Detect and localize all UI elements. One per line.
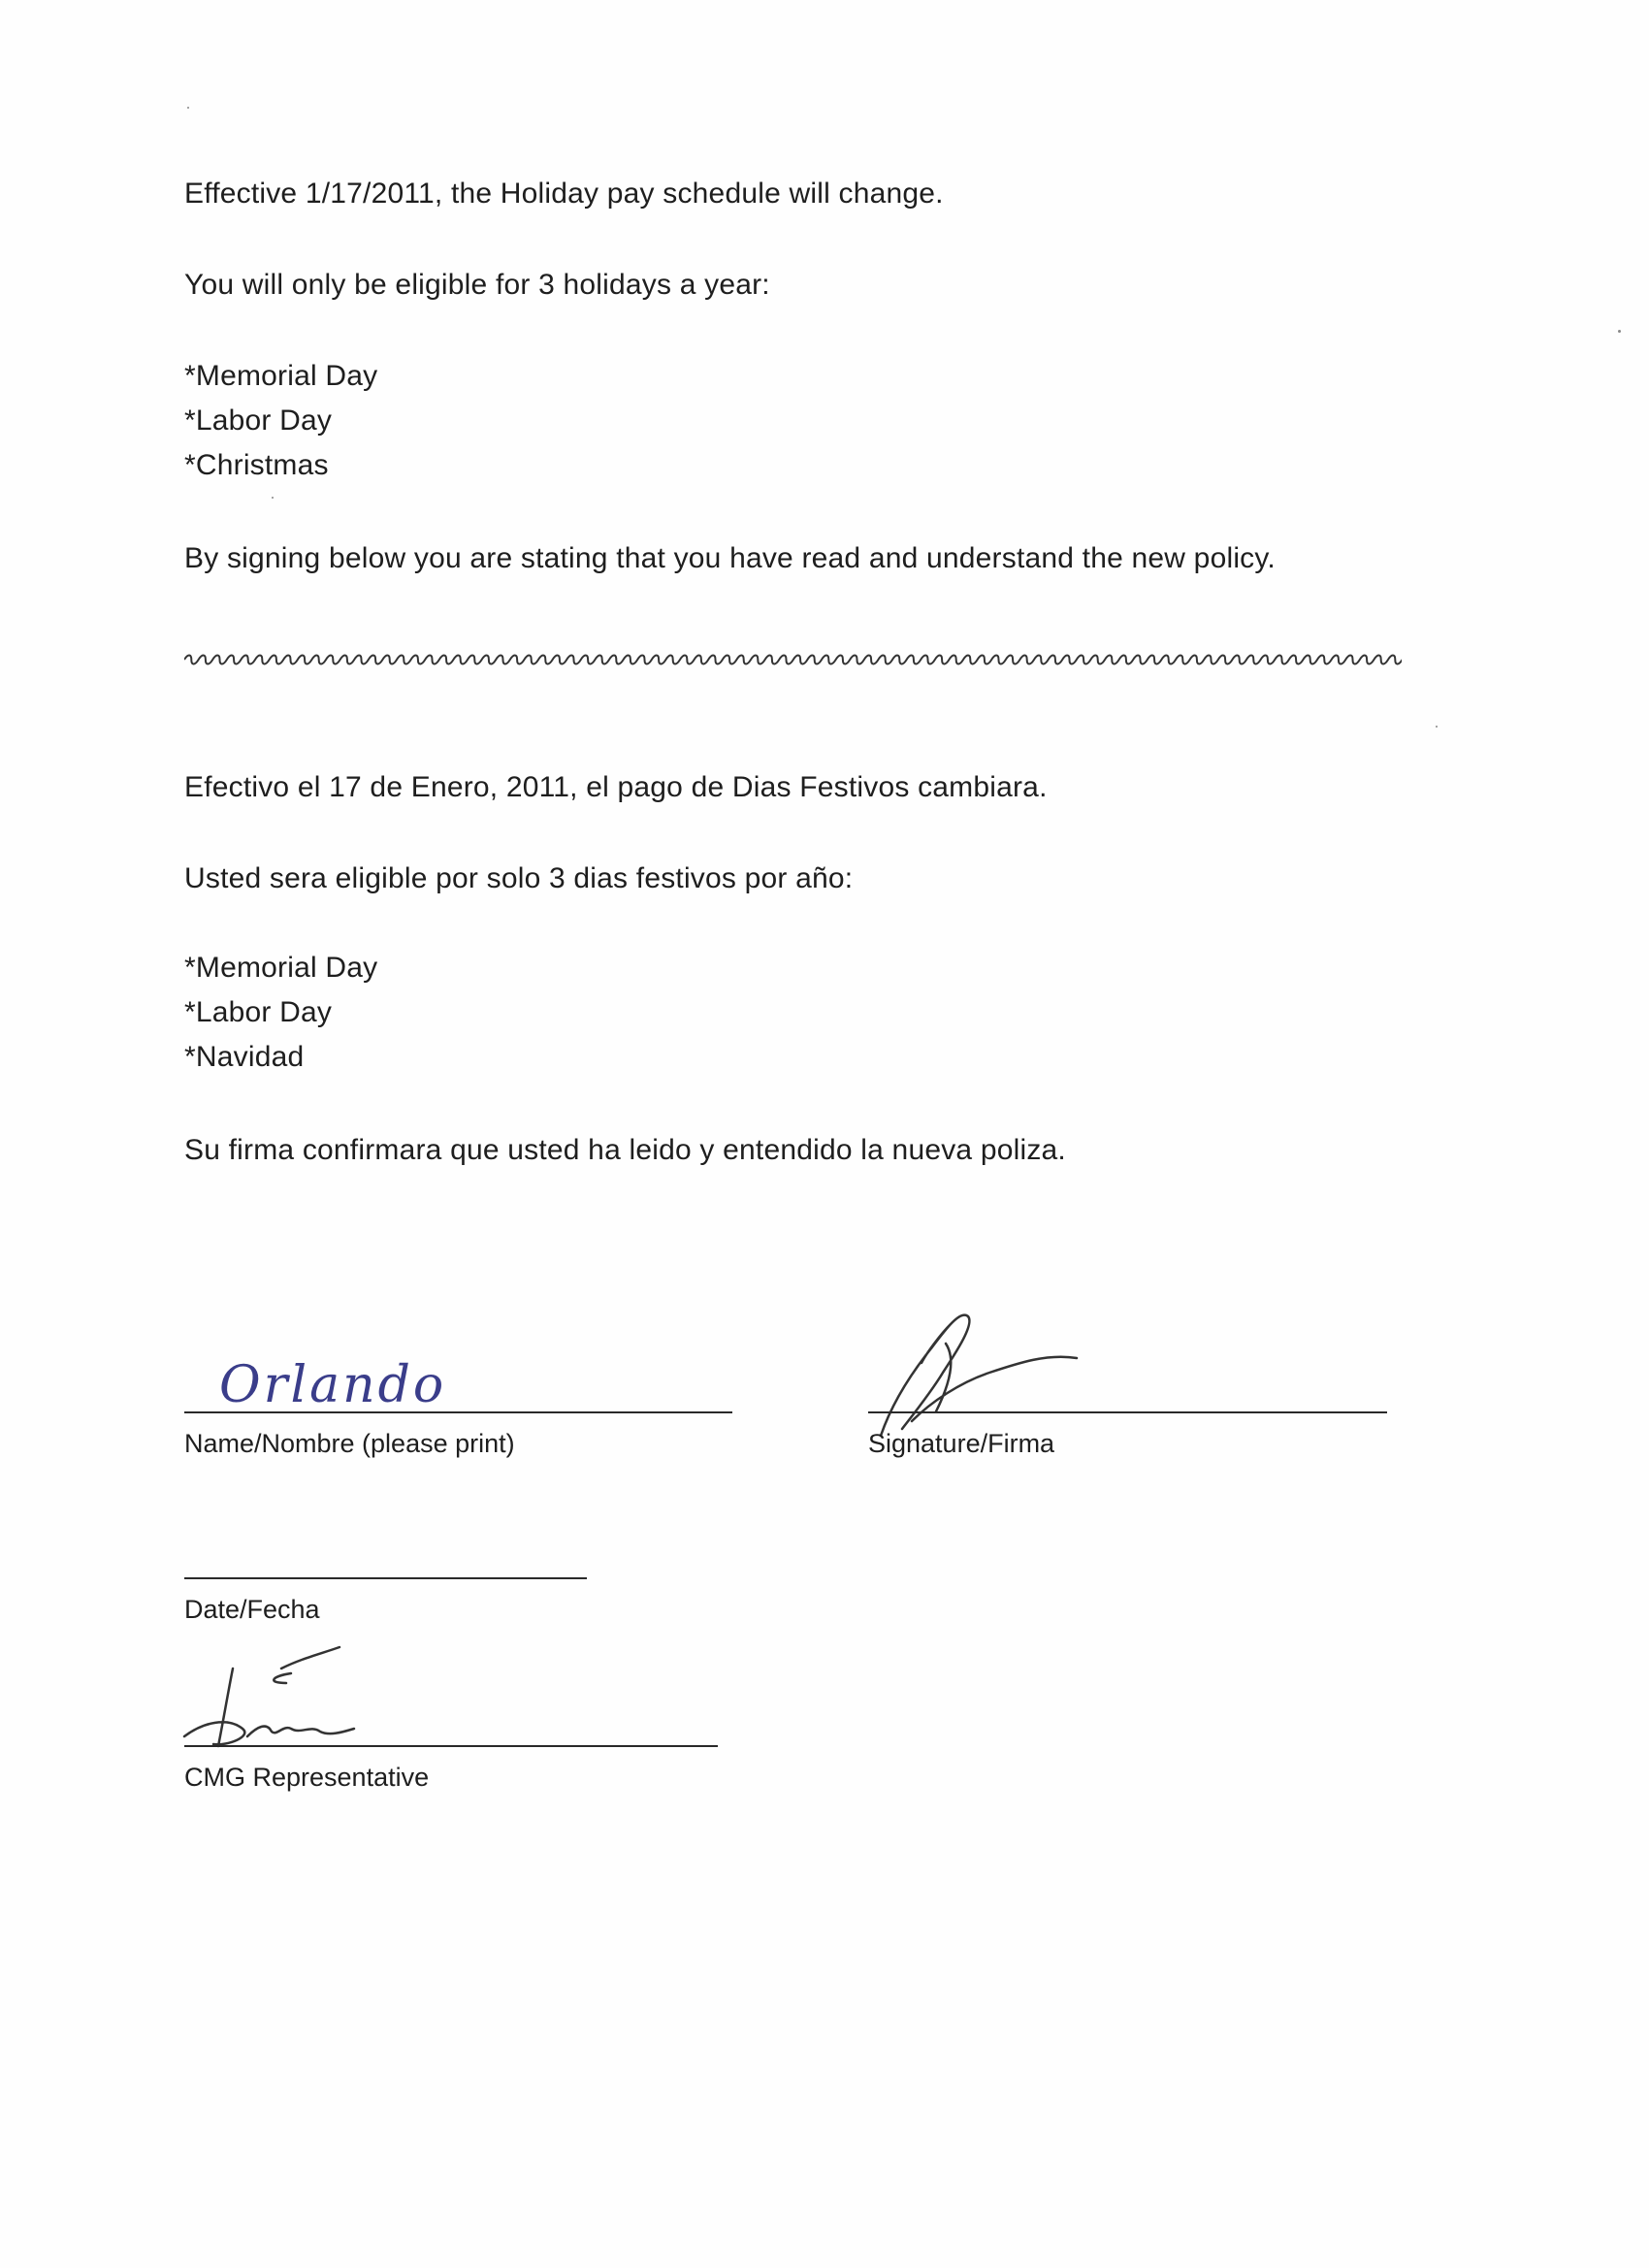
signature-label: Signature/Firma [868,1429,1055,1458]
representative-line [184,1745,718,1747]
date-line [184,1577,587,1579]
scan-speck [1436,726,1438,728]
spanish-effective-notice: Efectivo el 17 de Enero, 2011, el pago de Dias Festivos cambiara. [184,771,1048,803]
english-acknowledgement: By signing below you are stating that you have read and understand the new policy. [184,542,1276,574]
handwritten-name [213,1344,446,1421]
scan-speck [187,107,189,109]
name-signature-line [184,1411,732,1413]
spanish-holiday-2: *Labor Day [184,996,333,1028]
name-label: Name/Nombre (please print) [184,1429,515,1458]
tilde-divider [184,648,1402,671]
signature-line [868,1411,1387,1413]
english-holiday-3: *Christmas [184,449,329,481]
english-holiday-1: *Memorial Day [184,360,378,392]
english-effective-notice: Effective 1/17/2011, the Holiday pay schedule will change. [184,178,944,210]
spanish-holiday-3: *Navidad [184,1041,305,1073]
english-holiday-2: *Labor Day [184,405,333,437]
scan-speck [1618,330,1621,333]
representative-label: CMG Representative [184,1763,430,1792]
english-eligibility-statement: You will only be eligible for 3 holidays a year: [184,269,770,301]
date-label: Date/Fecha [184,1595,320,1624]
spanish-acknowledgement: Su firma confirmara que usted ha leido y entendido la nueva poliza. [184,1134,1066,1166]
scan-speck [272,497,274,499]
spanish-eligibility-statement: Usted sera eligible por solo 3 dias festivos por año: [184,862,854,894]
svg-text:Orlando: Orlando [219,1356,447,1414]
spanish-holiday-1: *Memorial Day [184,952,378,984]
